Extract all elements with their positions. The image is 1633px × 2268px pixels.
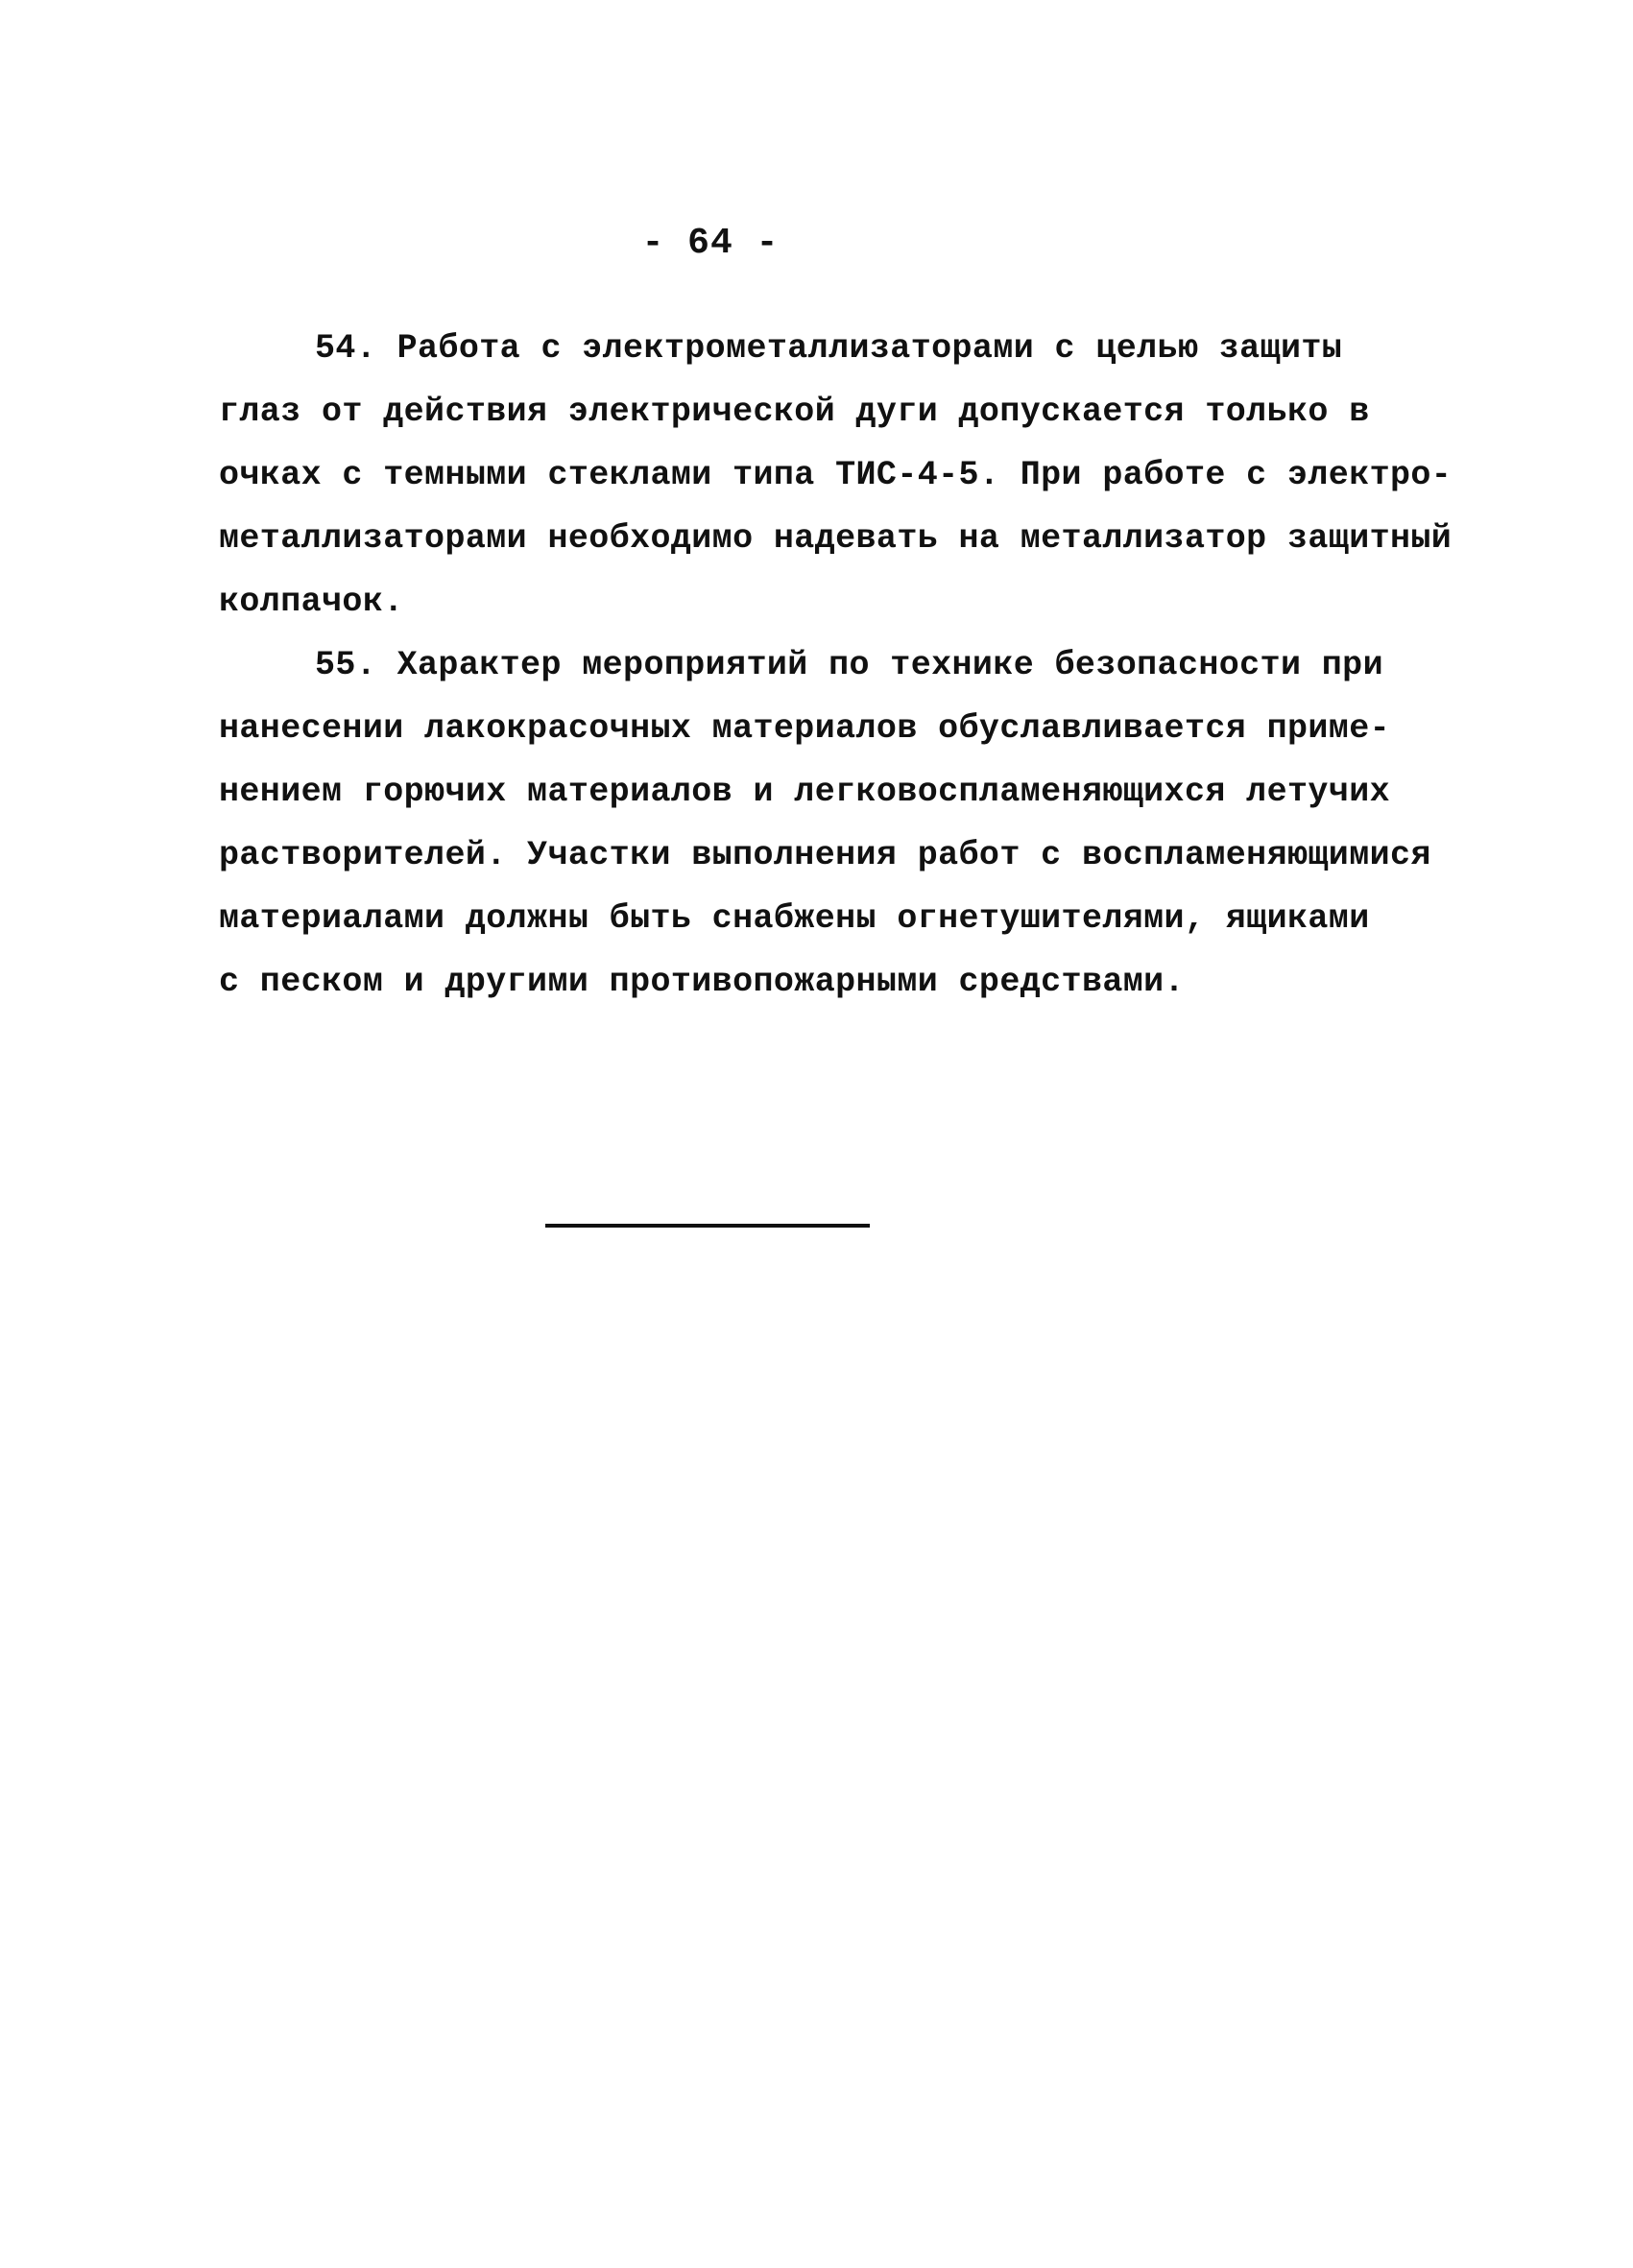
end-divider-line bbox=[545, 1224, 870, 1228]
paragraph-54-line-1: 54. Работа с электрометаллизаторами с целью защиты bbox=[315, 329, 1343, 368]
paragraph-54-line-5: колпачок. bbox=[219, 583, 404, 621]
paragraph-55-line-6: с песком и другими противопожарными средствами. bbox=[219, 963, 1185, 1001]
paragraph-54-line-2: глаз от действия электрической дуги допускается только в bbox=[219, 393, 1370, 431]
paragraph-55-line-3: нением горючих материалов и легковоспламеняющихся летучих bbox=[219, 773, 1390, 811]
paragraph-55-line-4: растворителей. Участки выполнения работ с воспламеняющимися bbox=[219, 836, 1431, 874]
paragraph-55-line-5: материалами должны быть снабжены огнетушителями, ящиками bbox=[219, 899, 1370, 938]
paragraph-55-line-1: 55. Характер мероприятий по технике безопасности при bbox=[315, 646, 1383, 684]
paragraph-55-line-2: нанесении лакокрасочных материалов обуславливается приме- bbox=[219, 709, 1390, 748]
page-number: - 64 - bbox=[641, 223, 780, 264]
document-body bbox=[219, 317, 1453, 1014]
paragraph-54-line-3: очках с темными стеклами типа ТИС-4-5. При работе с электро- bbox=[219, 456, 1453, 494]
paragraph-54-line-4: металлизаторами необходимо надевать на металлизатор защитный bbox=[219, 519, 1453, 558]
